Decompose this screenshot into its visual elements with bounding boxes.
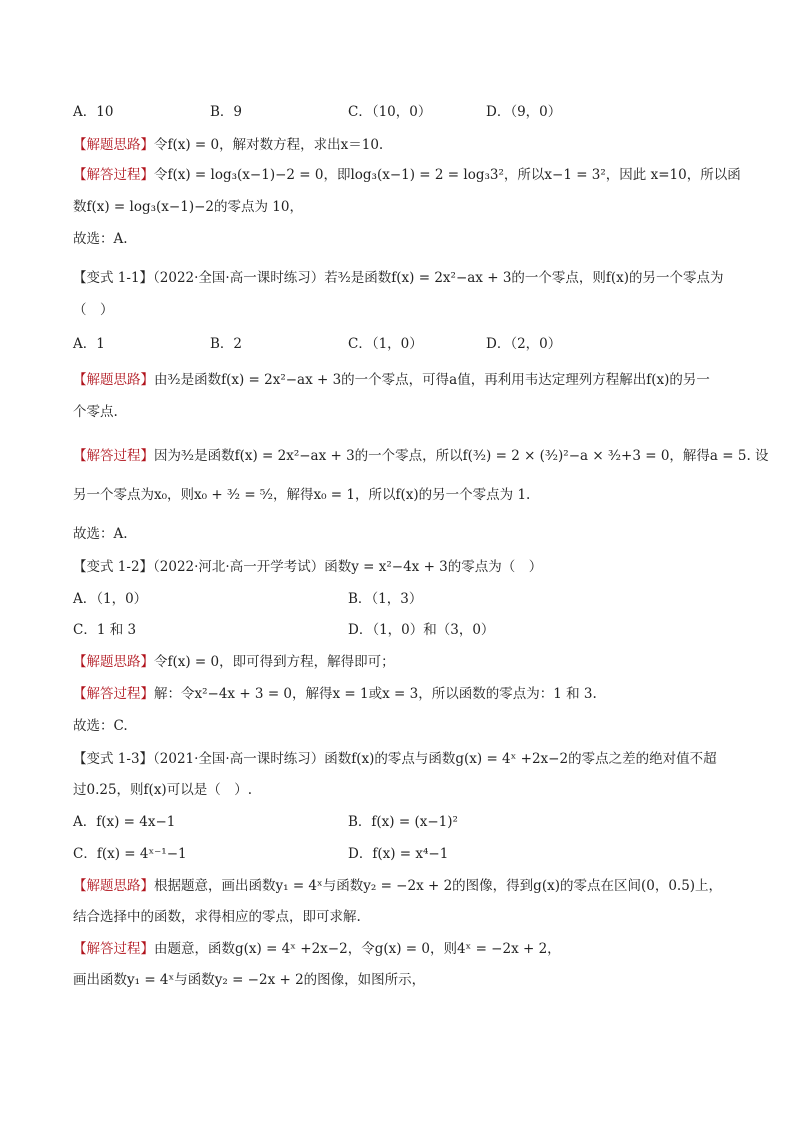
idea-text: 由³⁄₂是函数f(x) = 2x²−ax + 3的一个零点，可得a值，再利用韦达定理列方程解出f(x)的另一 xyxy=(154,372,710,388)
idea-continuation: 个零点. xyxy=(73,404,118,420)
process-text: 因为³⁄₂是函数f(x) = 2x²−ax + 3的一个零点，所以f(³⁄₂) = 2 × (³⁄₂)²−a × ³⁄₂+3 = 0，解得a = 5. 设 xyxy=(154,448,769,464)
process-paragraph xyxy=(73,165,741,185)
question-title-continuation: （ ） xyxy=(73,302,114,318)
process-paragraph xyxy=(73,446,769,466)
option-d: D．（1，0）和（3，0） xyxy=(348,622,495,638)
idea-label: 【解题思路】 xyxy=(73,878,154,894)
question-title-continuation: 过0.25，则f(x)可以是（ ）. xyxy=(73,782,252,798)
process-label: 【解答过程】 xyxy=(73,448,154,464)
idea-paragraph xyxy=(73,876,734,896)
option-d: D．（2，0） xyxy=(486,336,562,352)
option-a: A．（1，0） xyxy=(73,591,148,607)
option-a: A．1 xyxy=(73,336,105,352)
process-label: 【解答过程】 xyxy=(73,686,154,702)
option-a: A．f(x) = 4x−1 xyxy=(73,814,176,830)
option-c: C．（10，0） xyxy=(348,104,432,120)
idea-label: 【解题思路】 xyxy=(73,654,154,670)
option-b: B．9 xyxy=(210,104,243,120)
question-title: 【变式 1-1】（2022·全国·高一课时练习）若³⁄₂是函数f(x) = 2x²−ax + 3的一个零点，则f(x)的另一个零点为 xyxy=(73,270,724,286)
process-paragraph xyxy=(73,939,734,959)
question-title: 【变式 1-3】（2021·全国·高一课时练习）函数f(x)的零点与函数g(x) = 4ˣ +2x−2的零点之差的绝对值不超 xyxy=(73,751,717,767)
process-continuation: 画出函数y₁ = 4ˣ与函数y₂ = −2x + 2的图像，如图所示， xyxy=(73,972,426,988)
option-c: C．f(x) = 4ˣ⁻¹−1 xyxy=(73,846,187,862)
process-text: 由题意，函数g(x) = 4ˣ +2x−2，令g(x) = 0，则4ˣ = −2x + 2， xyxy=(154,941,561,957)
option-b: B．2 xyxy=(210,336,243,352)
process-continuation: 另一个零点为x₀，则x₀ + ³⁄₂ = ⁵⁄₂，解得x₀ = 1，所以f(x)的另一个零点为 1. xyxy=(73,487,531,503)
process-label: 【解答过程】 xyxy=(73,941,154,957)
process-continuation: 数f(x) = log₃(x−1)−2的零点为 10， xyxy=(73,199,303,215)
answer-line: 故选：A. xyxy=(73,231,128,247)
idea-paragraph xyxy=(73,370,734,390)
process-text: 解：令x²−4x + 3 = 0，解得x = 1或x = 3，所以函数的零点为：1 和 3. xyxy=(154,686,597,702)
idea-continuation: 结合选择中的函数，求得相应的零点，即可求解. xyxy=(73,909,361,925)
option-c: C．（1，0） xyxy=(348,336,423,352)
option-d: D．（9，0） xyxy=(486,104,562,120)
option-a: A．10 xyxy=(73,104,114,120)
idea-paragraph xyxy=(73,652,734,672)
idea-label: 【解题思路】 xyxy=(73,372,154,388)
option-b: B．f(x) = (x−1)² xyxy=(348,814,458,830)
answer-line: 故选：C. xyxy=(73,718,128,734)
option-c: C．1 和 3 xyxy=(73,622,137,638)
idea-text: 令f(x) = 0，即可得到方程，解得即可； xyxy=(154,654,395,670)
idea-text: 根据题意，画出函数y₁ = 4ˣ与函数y₂ = −2x + 2的图像，得到g(x)的零点在区间(0，0.5)上， xyxy=(154,878,723,894)
process-text: 令f(x) = log₃(x−1)−2 = 0，即log₃(x−1) = 2 = log₃3²，所以x−1 = 3²，因此 x=10，所以函 xyxy=(154,167,741,183)
idea-paragraph xyxy=(73,135,734,155)
question-title: 【变式 1-2】（2022·河北·高一开学考试）函数y = x²−4x + 3的零点为（ ） xyxy=(73,559,543,575)
answer-line: 故选：A. xyxy=(73,526,128,542)
process-label: 【解答过程】 xyxy=(73,167,154,183)
option-b: B．（1，3） xyxy=(348,591,423,607)
option-d: D．f(x) = x⁴−1 xyxy=(348,846,449,862)
idea-label: 【解题思路】 xyxy=(73,137,154,153)
process-paragraph xyxy=(73,684,734,704)
idea-text: 令f(x) = 0，解对数方程，求出x＝10. xyxy=(154,137,384,153)
